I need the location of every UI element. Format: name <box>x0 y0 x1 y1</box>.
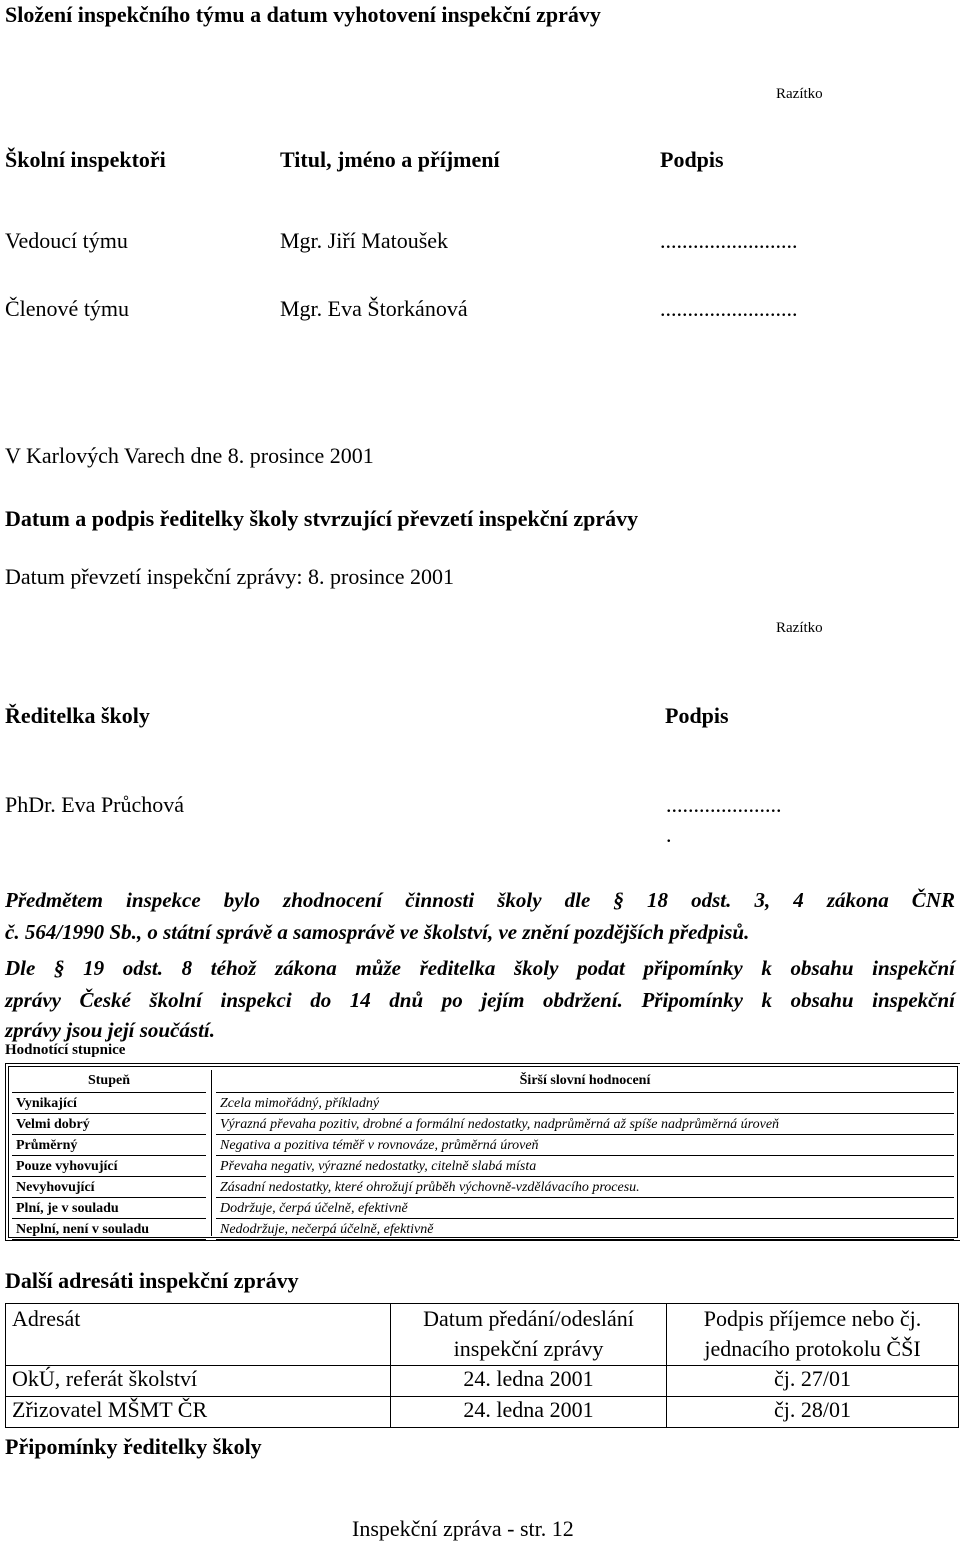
header-text: Podpis příjemce nebo čj. <box>703 1306 922 1331</box>
addressees-header-row <box>6 1304 959 1366</box>
desc-cell: Zásadní nedostatky, které ohrožují průběh výchovně-vzdělávacího procesu. <box>216 1177 954 1198</box>
grade-cell: Plní, je v souladu <box>12 1198 206 1219</box>
desc-cell: Převaha negativ, výrazné nedostatky, citelně slabá místa <box>216 1156 954 1177</box>
legal-paragraph <box>5 883 955 1053</box>
grade-cell: Vynikající <box>12 1093 206 1114</box>
addressees-row <box>6 1366 959 1397</box>
receipt-date: Datum převzetí inspekční zprávy: 8. prosince 2001 <box>5 564 455 589</box>
team-signature-member: ......................... <box>660 296 798 321</box>
reference-cell: čj. 27/01 <box>667 1366 959 1397</box>
desc-cell: Výrazná převaha pozitiv, drobné a formální nedostatky, nadprůměrná až spíše nadprůměrná úroveň <box>216 1114 954 1135</box>
stamp-label: Razítko <box>776 86 823 102</box>
grade-cell: Nevyhovující <box>12 1177 206 1198</box>
team-header-signature: Podpis <box>660 147 724 172</box>
director-name: PhDr. Eva Průchová <box>5 792 185 817</box>
header-text: jednacího protokolu ČŠI <box>704 1336 921 1361</box>
paragraph-line: zprávy jsou její součástí. <box>5 1018 216 1042</box>
grading-table <box>5 1063 960 1241</box>
grading-title: Hodnotící stupnice <box>5 1042 126 1058</box>
reference-cell: čj. 28/01 <box>667 1397 959 1428</box>
desc-cell: Dodržuje, čerpá účelně, efektivně <box>216 1198 954 1219</box>
team-name-member: Mgr. Eva Štorkánová <box>280 296 468 321</box>
grading-header-grade: Stupeň <box>12 1070 206 1093</box>
stamp-label: Razítko <box>776 620 823 636</box>
addressee-cell: OkÚ, referát školství <box>6 1366 391 1397</box>
team-role-member: Členové týmu <box>5 296 130 321</box>
addressee-cell: Zřizovatel MŠMT ČR <box>6 1397 391 1428</box>
addressees-header-cell <box>391 1304 667 1366</box>
grade-cell: Pouze vyhovující <box>12 1156 206 1177</box>
paragraph-line: Předmětem inspekce bylo zhodnocení činnosti školy dle § 18 odst. 3, 4 zákona ČNR <box>5 888 955 912</box>
place-date: V Karlových Varech dne 8. prosince 2001 <box>5 443 374 468</box>
grading-divider <box>211 1070 212 1236</box>
grading-grade-column <box>12 1070 206 1236</box>
grading-header-desc: Širší slovní hodnocení <box>216 1070 954 1093</box>
grade-cell: Neplní, není v souladu <box>12 1219 206 1240</box>
director-section-title: Datum a podpis ředitelky školy stvrzující převzetí inspekční zprávy <box>5 506 639 531</box>
paragraph-line: č. 564/1990 Sb., o státní správě a samosprávě ve školství, ve znění pozdějších předpisů. <box>5 920 750 944</box>
team-header-name: Titul, jméno a příjmení <box>280 147 500 172</box>
header-text: inspekční zprávy <box>453 1336 604 1361</box>
addressees-title: Další adresáti inspekční zprávy <box>5 1268 299 1293</box>
director-signature-dots: ..................... <box>666 792 782 817</box>
director-header-role: Ředitelka školy <box>5 703 150 728</box>
team-signature-lead: ......................... <box>660 228 798 253</box>
page-footer: Inspekční zpráva - str. 12 <box>352 1516 574 1541</box>
page-title: Složení inspekčního týmu a datum vyhotovení inspekční zprávy <box>5 2 601 27</box>
date-cell: 24. ledna 2001 <box>391 1397 667 1428</box>
director-header-signature: Podpis <box>665 703 729 728</box>
grading-desc-column <box>216 1070 954 1236</box>
desc-cell: Zcela mimořádný, příkladný <box>216 1093 954 1114</box>
desc-cell: Nedodržuje, nečerpá účelně, efektivně <box>216 1219 954 1240</box>
desc-cell: Negativa a pozitiva téměř v rovnováze, průměrná úroveň <box>216 1135 954 1156</box>
paragraph-line: zprávy České školní inspekci do 14 dnů po jejím obdržení. Připomínky k obsahu inspekční <box>5 988 955 1012</box>
addressees-row <box>6 1397 959 1428</box>
addressees-header-cell <box>667 1304 959 1366</box>
grade-cell: Průměrný <box>12 1135 206 1156</box>
team-name-lead: Mgr. Jiří Matoušek <box>280 228 449 253</box>
director-signature-dot: . <box>666 822 672 847</box>
team-header-role: Školní inspektoři <box>5 147 166 172</box>
date-cell: 24. ledna 2001 <box>391 1366 667 1397</box>
comments-title: Připomínky ředitelky školy <box>5 1434 262 1459</box>
team-role-lead: Vedoucí týmu <box>5 228 128 253</box>
header-text: Datum předání/odeslání <box>423 1306 634 1331</box>
addressees-header-cell <box>6 1304 391 1366</box>
grade-cell: Velmi dobrý <box>12 1114 206 1135</box>
header-text: Adresát <box>12 1306 81 1331</box>
paragraph-line: Dle § 19 odst. 8 téhož zákona může ředitelka školy podat připomínky k obsahu inspekční <box>5 956 955 980</box>
addressees-table <box>5 1303 959 1428</box>
